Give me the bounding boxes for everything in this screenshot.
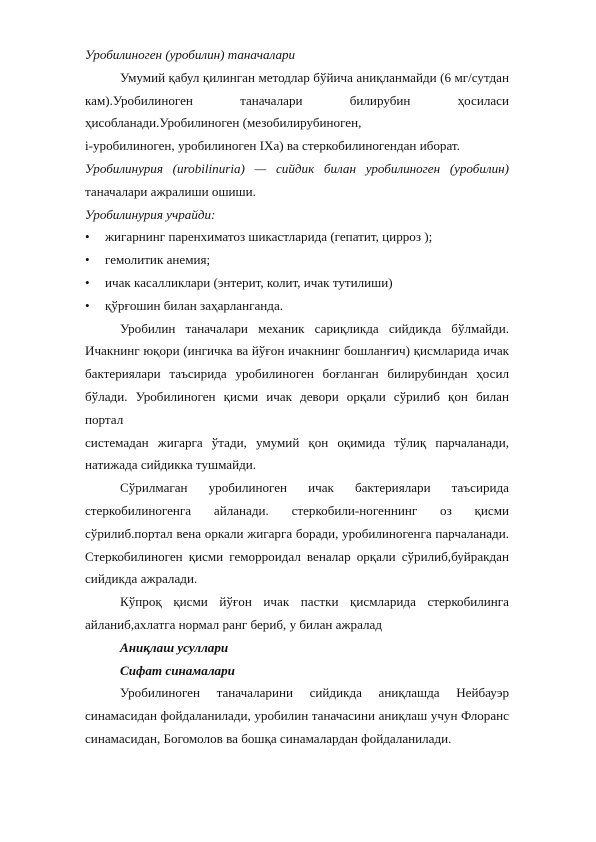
text-line: кам).Уробилиноген таначалари билирубин ҳосиласи (85, 92, 509, 108)
excretion-paragraph (85, 591, 509, 637)
text-line: натижада сийдикка тушмайди. (85, 457, 257, 473)
bullet-icon: • (85, 274, 90, 290)
text-line: сийдикда ажралади. (85, 571, 198, 587)
text-line: синамасидан фойдаланилади, уробилин таначасини аниқлаш учун Флоранс (85, 708, 509, 724)
list-item-text: гемолитик анемия; (105, 252, 211, 268)
text-line: Уробилинурия (urobilinuria) — сийдик билан уробилиноген (уробилин) (85, 160, 509, 176)
text-line: системадан жигарга ўтади, умумий қон оқимида тўлиқ парчаланади, (85, 434, 509, 450)
text-line: i-уробилиноген, уробилиноген IXa) ва стеркобилиногендан иборат. (85, 138, 460, 154)
intro-paragraph (85, 67, 509, 158)
list-item-text: қўрғошин билан заҳарланганда. (105, 297, 284, 313)
bullet-icon: • (85, 229, 90, 245)
text-line: ҳисобланади.Уробилиноген (мезобилирубиноген, (85, 115, 362, 131)
formation-paragraph (85, 318, 509, 478)
list-item-text: ичак касалликлари (энтерит, колит, ичак тутилиши) (105, 274, 393, 290)
list-item (85, 249, 509, 272)
methods-heading: Аниқлаш усуллари (120, 639, 229, 655)
list-item-text: жигарнинг паренхиматоз шикастларида (гепатит, цирроз ); (105, 229, 433, 245)
text-line: бактериялари таъсирида уробилиноген боғланган билирубиндан ҳосил (85, 366, 509, 382)
bullet-icon: • (85, 297, 90, 313)
text-line: Ичакнинг юқори (ингичка ва йўғон ичакнинг бошланғич) қисмларида ичак (85, 343, 509, 359)
text-line: Кўпроқ қисми йўғон ичак пастки қисмларида стеркобилинга (120, 594, 509, 610)
causes-title: Уробилинурия учрайди: (85, 206, 216, 222)
text-line: бўлади. Уробилиноген қисми ичак девори орқали сўрилиб қон билан портал (85, 388, 509, 427)
bullet-icon: • (85, 252, 90, 268)
text-line: айланиб,ахлатга нормал ранг бериб, у билан ажралад (85, 616, 383, 632)
text-line: Уробилиноген таначаларини сийдикда аниқлашда Нейбауэр (120, 685, 509, 701)
text-line: стеркобилиногенга айланади. стеркобили-ногеннинг оз қисми (85, 502, 509, 518)
qualitative-heading: Сифат синамалари (120, 662, 235, 678)
section-title: Уробилиноген (уробилин) таначалари (85, 47, 296, 62)
list-item (85, 226, 509, 249)
text-line: Умумий қабул қилинган методлар бўйича аниқланмайди (6 мг/сутдан (120, 69, 509, 85)
list-item (85, 272, 509, 295)
urobilinuria-definition (85, 158, 509, 204)
document-page (85, 44, 509, 751)
text-line: сўрилиб.портал вена оркали жигарга боради, уробилиногенга парчаланади. (85, 525, 509, 541)
tests-paragraph (85, 682, 509, 750)
text-line: Сўрилмаган уробилиноген ичак бактериялари таъсирида (120, 480, 509, 496)
text-line: Уробилин таначалари механик сариқликда сийдикда бўлмайди. (120, 320, 509, 336)
stercobilinogen-paragraph (85, 477, 509, 591)
causes-list (85, 226, 509, 317)
text-line: синамасидан, Богомолов ва бошқа синамалардан фойдаланилади. (85, 730, 452, 746)
text-line: Стеркобилиноген қисми геморроидал веналар орқали сўрилиб,буйракдан (85, 548, 509, 564)
list-item (85, 295, 509, 318)
text-line: таначалари ажралиши ошиши. (85, 183, 256, 199)
